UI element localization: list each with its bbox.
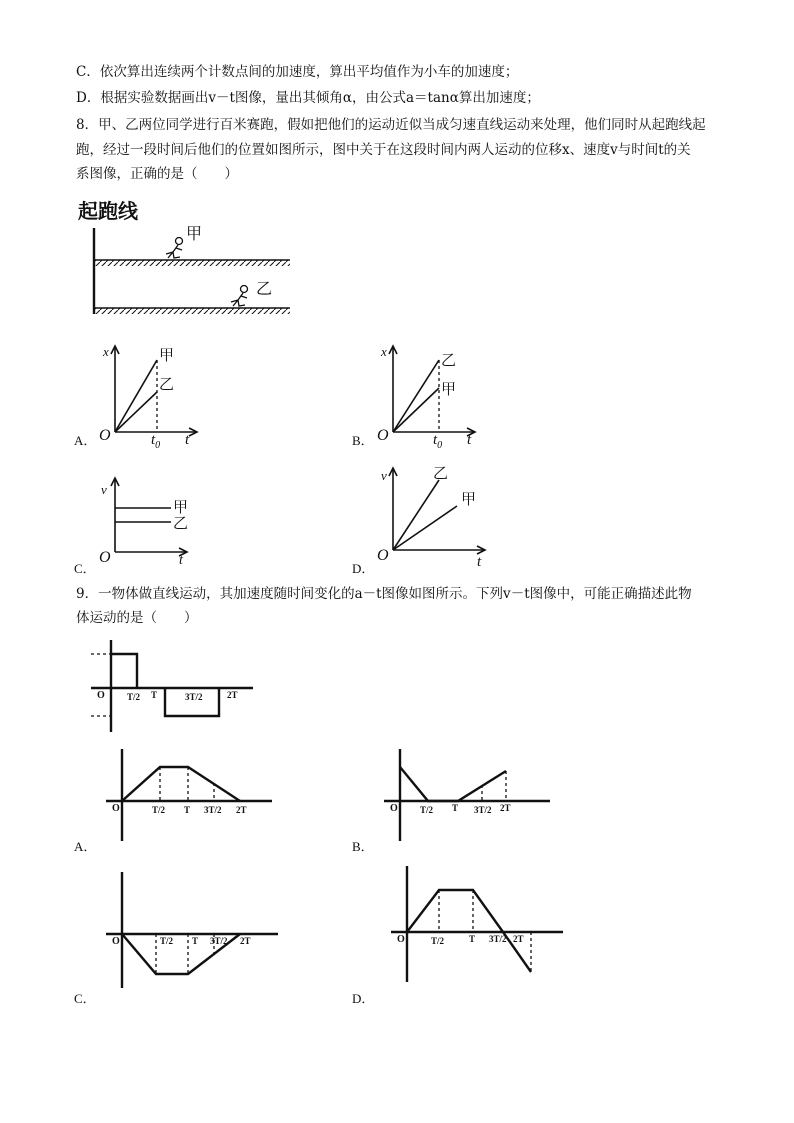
svg-text:2T: 2T [236,805,247,815]
svg-text:3T/2: 3T/2 [204,805,222,815]
runner-yi-label: 乙 [256,281,273,298]
svg-text:O: O [377,427,389,444]
q8-option-d-label[interactable]: D． [352,561,375,576]
q8-graph-b[interactable] [373,340,483,450]
race-track-figure [76,196,301,326]
q9-option-a-label[interactable]: A． [74,839,97,854]
svg-text:t: t [185,432,190,448]
svg-text:O: O [99,427,111,444]
svg-text:T: T [192,936,199,946]
svg-text:T: T [184,805,191,815]
question-8-line-3: 系图像，正确的是（ ） [76,166,238,182]
question-8-line-2: 跑，经过一段时间后他们的位置如图所示，图中关于在这段时间内两人运动的位移x、速度v与时间t的关 [76,142,691,158]
q9-graph-d[interactable] [385,862,570,987]
q8-graph-d[interactable] [373,460,503,570]
svg-text:v: v [101,482,107,497]
q9-option-d-label[interactable]: D． [352,991,375,1006]
runner-jia-icon [166,238,183,259]
svg-text:3T/2: 3T/2 [185,692,203,702]
q9-a-t-graph [85,636,260,736]
svg-text:O: O [112,936,120,947]
svg-text:O: O [397,934,405,945]
svg-text:x: x [103,344,109,359]
svg-text:乙: 乙 [159,377,175,393]
svg-text:t: t [467,432,472,448]
q8-graph-c[interactable] [95,470,205,570]
svg-text:2T: 2T [240,936,251,946]
svg-text:3T/2: 3T/2 [210,936,228,946]
q8-option-c-label[interactable]: C． [74,561,96,576]
svg-text:T: T [151,690,158,700]
svg-text:3T/2: 3T/2 [489,934,507,944]
svg-text:O: O [112,803,120,814]
svg-text:O: O [377,547,389,564]
svg-text:x: x [381,344,387,359]
svg-text:乙: 乙 [441,353,457,369]
svg-text:乙: 乙 [173,516,189,532]
option-d-prev: D．根据实验数据画出v－t图像，量出其倾角α，由公式a＝tanα算出加速度； [76,90,540,106]
q9-option-b-label[interactable]: B． [352,839,374,854]
svg-text:O: O [390,803,398,814]
q8-option-a-label[interactable]: A． [74,433,97,448]
runner-yi-icon [231,286,248,307]
q9-graph-c[interactable] [100,868,280,993]
svg-text:T: T [452,803,459,813]
svg-text:O: O [99,549,111,566]
q8-graph-a[interactable] [95,340,205,450]
q9-graph-b[interactable] [378,745,558,845]
svg-text:甲: 甲 [173,500,189,516]
svg-text:T: T [469,934,476,944]
svg-text:甲: 甲 [441,382,457,398]
svg-text:O: O [97,690,105,701]
q9-graph-a[interactable] [100,745,280,845]
svg-text:甲: 甲 [461,492,477,508]
question-9-line-1: 9．一物体做直线运动，其加速度随时间变化的a－t图像如图所示。下列v－t图像中，可能正确描述此物 [76,586,692,602]
svg-text:2T: 2T [513,934,524,944]
svg-text:T/2: T/2 [152,805,166,815]
q8-option-b-label[interactable]: B． [352,433,374,448]
option-c-prev: C．依次算出连续两个计数点间的加速度，算出平均值作为小车的加速度； [76,64,519,80]
svg-text:3T/2: 3T/2 [474,805,492,815]
svg-text:v: v [381,468,387,483]
runner-jia-label: 甲 [186,226,203,243]
svg-text:t0: $t_0$ [151,432,161,451]
svg-text:2T: 2T [227,690,238,700]
svg-text:t: t [477,554,482,570]
svg-text:乙: 乙 [433,466,449,482]
svg-text:t: t [179,553,183,568]
svg-text:甲: 甲 [159,348,175,364]
svg-text:t0: $t_0$ [433,432,443,451]
start-line-title: 起跑线 [78,201,138,223]
svg-text:2T: 2T [500,803,511,813]
svg-text:T/2: T/2 [431,936,445,946]
q9-option-c-label[interactable]: C． [74,991,96,1006]
question-8-line-1: 8．甲、乙两位同学进行百米赛跑，假如把他们的运动近似当成匀速直线运动来处理，他们同时从起跑线起 [76,117,706,133]
svg-text:T/2: T/2 [160,936,174,946]
svg-text:T/2: T/2 [127,692,141,702]
svg-text:T/2: T/2 [420,805,434,815]
question-9-line-2: 体运动的是（ ） [76,610,198,626]
